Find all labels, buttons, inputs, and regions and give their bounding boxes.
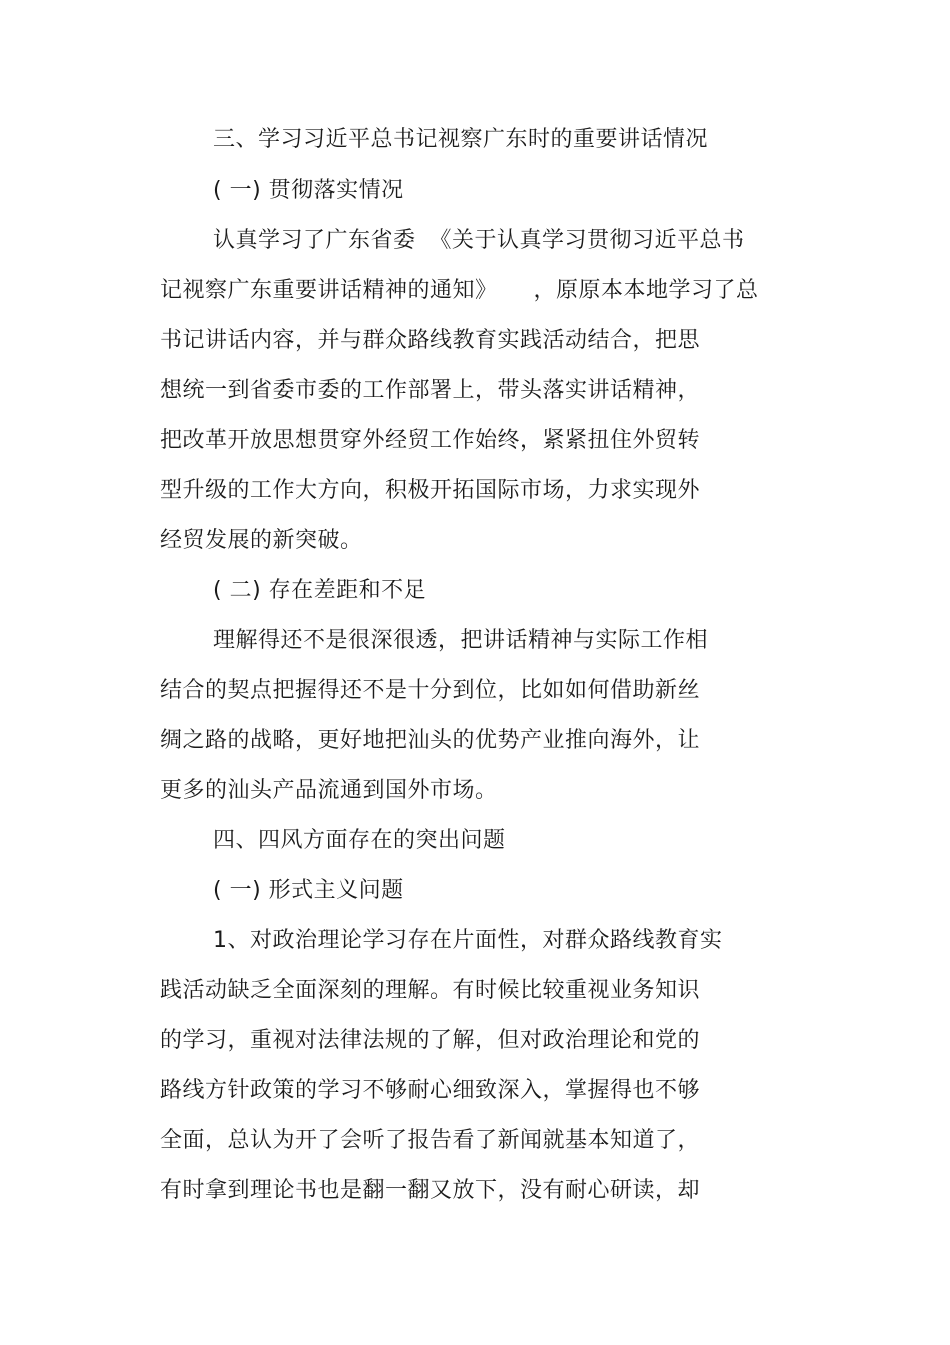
text-line: ，原原本本地学习了总 [533, 278, 759, 303]
paragraph-line [160, 426, 700, 456]
text-line: 认真学习了广东省委 [213, 228, 416, 253]
text-line: 路线方针政策的学习不够耐心细致深入，掌握得也不够 [160, 1078, 701, 1103]
paragraph-line [160, 326, 700, 356]
paragraph-line [213, 226, 745, 256]
text-line: 型升级的工作大方向，积极开拓国际市场，力求实现外 [160, 478, 701, 503]
paragraph-line [160, 1126, 700, 1156]
text-line: 四、四风方面存在的突出问题 [213, 828, 506, 853]
text-line: 践活动缺乏全面深刻的理解。有时候比较重视业务知识 [160, 978, 701, 1003]
paragraph-line [160, 976, 700, 1006]
text-line: 三、学习习近平总书记视察广东时的重要讲话情况 [213, 127, 709, 152]
paragraph-line [160, 676, 700, 706]
text-line: 记视察广东重要讲话精神的通知》 [160, 278, 498, 303]
subheading-implementation [213, 176, 404, 206]
text-line: ( 一) 形式主义问题 [213, 878, 404, 903]
paragraph-line [213, 626, 708, 656]
text-line: ( 一) 贯彻落实情况 [213, 178, 404, 203]
text-line: 结合的契点把握得还不是十分到位，比如如何借助新丝 [160, 678, 701, 703]
section-heading-three [213, 125, 708, 155]
text-line: 更多的汕头产品流通到国外市场。 [160, 778, 498, 803]
text-line: 1、对政治理论学习存在片面性，对群众路线教育实 [213, 928, 723, 953]
paragraph-line [213, 926, 723, 956]
subheading-gaps [213, 576, 426, 606]
text-line: 想统一到省委市委的工作部署上，带头落实讲话精神， [160, 378, 701, 403]
text-line: 书记讲话内容，并与群众路线教育实践活动结合，把思 [160, 328, 701, 353]
paragraph-line [160, 1176, 700, 1206]
text-line: 全面，总认为开了会听了报告看了新闻就基本知道了， [160, 1128, 701, 1153]
text-line: 的学习，重视对法律法规的了解，但对政治理论和党的 [160, 1028, 701, 1053]
section-heading-four [213, 826, 506, 856]
text-line: 《关于认真学习贯彻习近平总书 [429, 228, 745, 253]
paragraph-line [160, 526, 363, 556]
paragraph-line [160, 276, 759, 306]
paragraph-line [160, 726, 700, 756]
text-line: ( 二) 存在差距和不足 [213, 578, 427, 603]
text-line: 有时拿到理论书也是翻一翻又放下，没有耐心研读，却 [160, 1178, 701, 1203]
text-line: 理解得还不是很深很透，把讲话精神与实际工作相 [213, 628, 709, 653]
paragraph-line [160, 476, 700, 506]
paragraph-line [160, 1076, 700, 1106]
text-line: 经贸发展的新突破。 [160, 528, 363, 553]
paragraph-line [160, 776, 498, 806]
subheading-formalism [213, 876, 404, 906]
paragraph-line [160, 1026, 700, 1056]
text-line: 绸之路的战略，更好地把汕头的优势产业推向海外，让 [160, 728, 701, 753]
text-line: 把改革开放思想贯穿外经贸工作始终，紧紧扭住外贸转 [160, 428, 701, 453]
paragraph-line [160, 376, 700, 406]
